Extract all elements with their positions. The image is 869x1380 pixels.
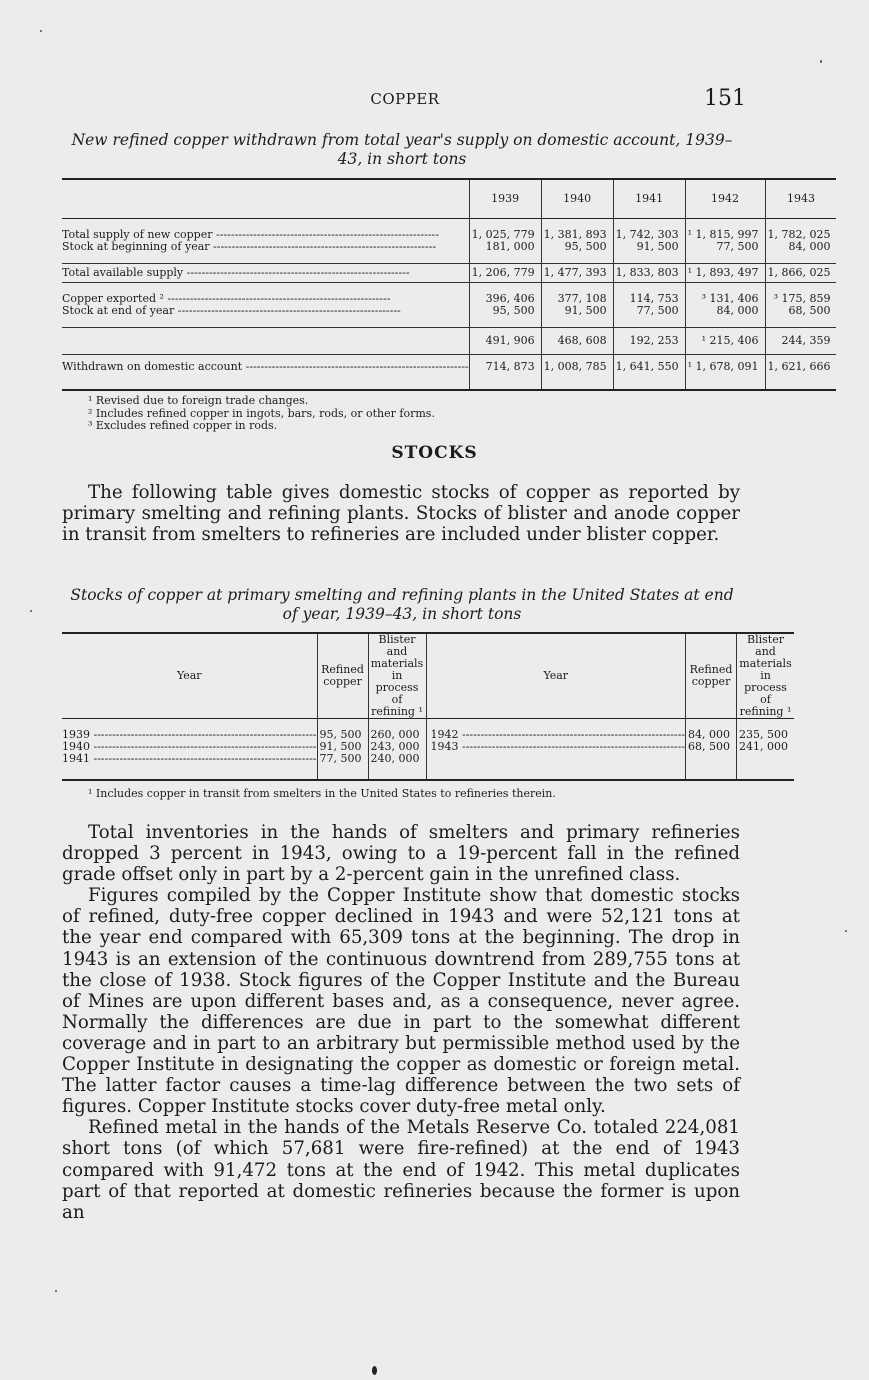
table2-footnotes — [62, 788, 742, 801]
scan-speck — [820, 60, 822, 63]
column-header: Refined copper — [317, 633, 368, 719]
row-label: Withdrawn on domestic account ----- — [62, 361, 469, 373]
table-cell: 1, 833, 803 — [613, 264, 685, 283]
year-label: 1939 ----- — [62, 729, 317, 741]
table-cell: 84, 000 — [686, 729, 737, 741]
body-text — [62, 822, 740, 1223]
scan-speck — [40, 30, 42, 32]
column-header: 1943 — [765, 179, 836, 219]
column-header: 1941 — [613, 179, 685, 219]
table-row — [62, 241, 836, 253]
stocks-table — [62, 632, 794, 781]
paragraph: Refined metal in the hands of the Metals Reserve Co. totaled 224,081 short tons (of which 57,681 were fire-refined) at the end of 1943 compared with 91,472 tons at the end of 1942. This metal duplicates part of that reported at domestic refineries because the former is upon an — [62, 1117, 740, 1223]
table-cell: 91, 500 — [541, 305, 613, 317]
table-cell: 260, 000 — [368, 729, 426, 741]
table-cell: 235, 500 — [737, 729, 794, 741]
running-head — [60, 86, 750, 112]
table-cell: ¹ 215, 406 — [685, 328, 765, 355]
table-cell: 240, 000 — [368, 753, 426, 765]
table-cell: 1, 206, 779 — [469, 264, 541, 283]
column-header: 1940 — [541, 179, 613, 219]
table-cell: 244, 359 — [765, 328, 836, 355]
stocks-intro — [62, 482, 740, 545]
table-cell: ³ 131, 406 — [685, 293, 765, 305]
running-title: COPPER — [370, 90, 440, 108]
table-cell: 77, 500 — [317, 753, 368, 765]
paragraph: The following table gives domestic stocks of copper as reported by primary smelting and refining plants. Stocks of blister and anode copper in transit from smelters to refineries are included under blister copper. — [62, 482, 740, 546]
table-cell: 77, 500 — [613, 305, 685, 317]
table-cell: 114, 753 — [613, 293, 685, 305]
table-cell: 1, 008, 785 — [541, 355, 613, 380]
row-label: Total available supply ----- — [62, 267, 469, 279]
table-cell: 468, 608 — [541, 328, 613, 355]
table-cell: 95, 500 — [469, 305, 541, 317]
table-cell: 91, 500 — [613, 241, 685, 253]
table-cell: 1, 641, 550 — [613, 355, 685, 380]
table-row — [62, 741, 794, 753]
column-header: 1939 — [469, 179, 541, 219]
footnote: ³ Excludes refined copper in rods. — [88, 419, 278, 432]
year-label: 1941 ----- — [62, 753, 317, 765]
table-row — [62, 355, 836, 380]
column-header — [62, 179, 469, 219]
table-cell: 192, 253 — [613, 328, 685, 355]
page-number: 151 — [704, 86, 746, 111]
year-label: 1940 ----- — [62, 741, 317, 753]
column-header: Blister and materials in process of refining ¹ — [737, 633, 794, 719]
table-cell: 84, 000 — [685, 305, 765, 317]
scan-speck — [845, 930, 847, 932]
row-label: Copper exported ² ----- — [62, 293, 469, 305]
table-row — [62, 305, 836, 317]
table-cell: 68, 500 — [765, 305, 836, 317]
table-cell: 491, 906 — [469, 328, 541, 355]
row-label: Stock at end of year ----- — [62, 305, 469, 317]
table-row — [62, 729, 794, 741]
footnote: ¹ Revised due to foreign trade changes. — [88, 394, 309, 407]
table-row — [62, 753, 794, 765]
table2-caption: Stocks of copper at primary smelting and refining plants in the United States at end of year, 1939–43, in short tons — [70, 586, 734, 623]
print-mark — [372, 1366, 377, 1375]
section-heading: STOCKS — [391, 443, 478, 463]
table-cell: 1, 025, 779 — [469, 229, 541, 241]
table-cell: 396, 406 — [469, 293, 541, 305]
year-label: 1943 ----- — [431, 741, 686, 753]
table-cell: 241, 000 — [737, 741, 794, 753]
table-header-row — [62, 633, 794, 719]
column-header: Year — [426, 633, 686, 719]
column-header: Year — [62, 633, 317, 719]
table-cell: 77, 500 — [685, 241, 765, 253]
table-cell: ¹ 1, 893, 497 — [685, 264, 765, 283]
table-cell: 95, 500 — [541, 241, 613, 253]
table-cell: 181, 000 — [469, 241, 541, 253]
paragraph: Total inventories in the hands of smelters and primary refineries dropped 3 percent in 1943, owing to a 19-percent fall in the refined grade offset only in part by a 2-percent gain in the unrefined class. — [62, 822, 740, 886]
table-cell: 91, 500 — [317, 741, 368, 753]
table-cell: 68, 500 — [686, 741, 737, 753]
column-header: Blister and materials in process of refining ¹ — [368, 633, 426, 719]
year-label: 1942 ----- — [431, 729, 686, 741]
table-cell: 84, 000 — [765, 241, 836, 253]
scan-speck — [30, 610, 32, 612]
column-header: Refined copper — [686, 633, 737, 719]
table-header-row — [62, 179, 836, 219]
table-cell: 1, 477, 393 — [541, 264, 613, 283]
table-cell: 1, 742, 303 — [613, 229, 685, 241]
table-cell: ¹ 1, 815, 997 — [685, 229, 765, 241]
scan-speck — [55, 1290, 57, 1292]
paragraph: Figures compiled by the Copper Institute show that domestic stocks of refined, duty-free copper declined in 1943 and were 52,121 tons at the year end compared with 65,309 tons at the beginning. The drop in 1943 is an extension of the continuous downtrend from 289,755 tons at the close of 1938. Stock figures of the Copper Institute and the Bureau of Mines are upon different bases and, as a consequence, never agree. Normally the differences are due in part to the somewhat different coverage and in part to an arbitrary but permissible method used by the Copper Institute in designating the copper as domestic or foreign metal. The latter factor causes a time-lag difference between the two sets of figures. Copper Institute stocks cover duty-free metal only. — [62, 885, 740, 1118]
table-cell: 1, 381, 893 — [541, 229, 613, 241]
withdrawal-table — [62, 178, 836, 391]
table-row — [62, 264, 836, 283]
footnote: ² Includes refined copper in ingots, bars, rods, or other forms. — [88, 406, 435, 420]
column-header: 1942 — [685, 179, 765, 219]
table-cell: 95, 500 — [317, 729, 368, 741]
table-cell: 714, 873 — [469, 355, 541, 380]
row-label: Total supply of new copper ----- — [62, 229, 469, 241]
table1-caption: New refined copper withdrawn from total year's supply on domestic account, 1939–43, in short tons — [71, 131, 733, 168]
table-cell: 243, 000 — [368, 741, 426, 753]
table-cell: ¹ 1, 678, 091 — [685, 355, 765, 380]
table-cell: ³ 175, 859 — [765, 293, 836, 305]
table-cell: 1, 621, 666 — [765, 355, 836, 380]
row-label: Stock at beginning of year ----- — [62, 241, 469, 253]
table-cell: 377, 108 — [541, 293, 613, 305]
table-row — [62, 328, 836, 355]
footnote: ¹ Includes copper in transit from smelters in the United States to refineries therein. — [88, 787, 556, 800]
table1-footnotes — [62, 395, 742, 433]
table-cell: 1, 782, 025 — [765, 229, 836, 241]
table-cell: 1, 866, 025 — [765, 264, 836, 283]
